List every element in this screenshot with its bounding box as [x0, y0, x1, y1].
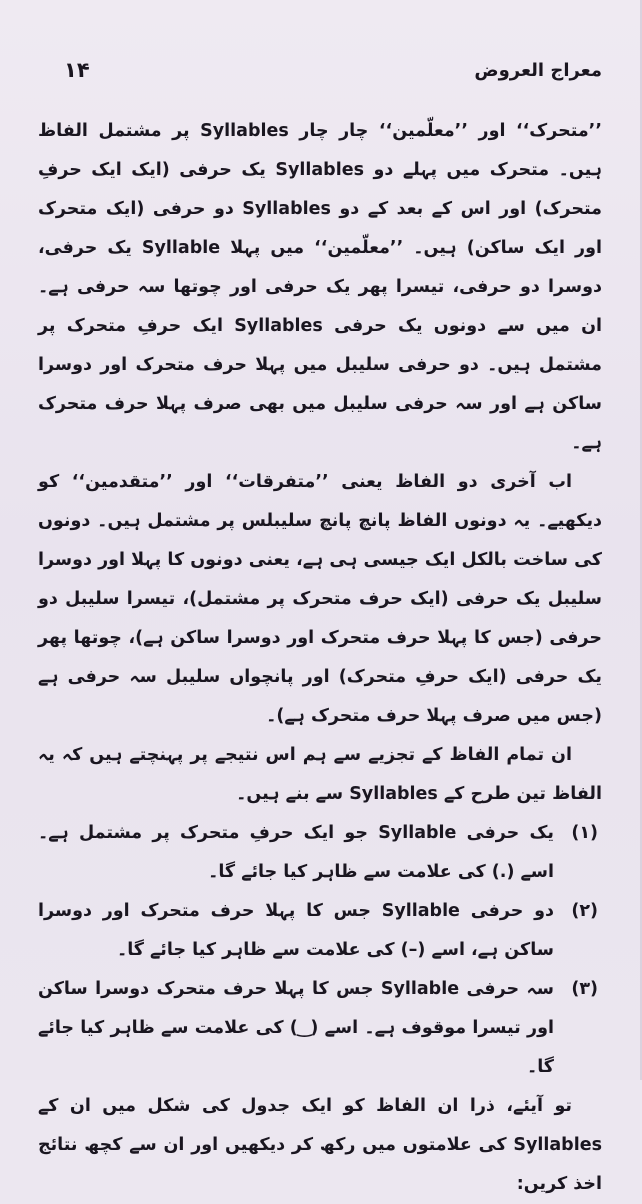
list-item-text: سہ حرفی Syllable جس کا پہلا حرف متحرک دوسرا ساکن اور تیسرا موقوف ہے۔ اسے ( ͜ ) کی علامت سے ظاہر کیا جائے گا۔	[38, 979, 554, 1077]
list-item-3	[38, 970, 602, 1087]
list-item-text: یک حرفی Syllable جو ایک حرفِ متحرک پر مشتمل ہے۔ اسے (.) کی علامت سے ظاہر کیا جائے گا۔	[38, 823, 554, 882]
paragraph-2: اب آخری دو الفاظ یعنی ’’متفرقات‘‘ اور ’’متقدمین‘‘ کو دیکھیے۔ یہ دونوں الفاظ پانچ پانچ سلیبلس پر مشتمل ہیں۔ دونوں کی ساخت بالکل ایک جیسی ہی ہے، یعنی دونوں کا پہلا اور دوسرا سلیبل یک حرفی (ایک حرف متحرک پر مشتمل)، تیسرا سلیبل دو حرفی (جس کا پہلا حرف متحرک اور دوسرا ساکن ہے)، چوتھا پھر یک حرفی (ایک حرفِ متحرک) اور پانچواں سلیبل سہ حرفی ہے (جس میں صرف پہلا حرف متحرک ہے)۔	[38, 472, 602, 726]
list-item-text: دو حرفی Syllable جس کا پہلا حرف متحرک اور دوسرا ساکن ہے، اسے (–) کی علامت سے ظاہر کیا جائے گا۔	[38, 901, 554, 960]
list-item-number: (۲)	[571, 901, 598, 921]
page-body	[38, 112, 602, 1204]
paragraph-3: ان تمام الفاظ کے تجزیے سے ہم اس نتیجے پر پہنچتے ہیں کہ یہ الفاظ تین طرح کے Syllables سے بنے ہیں۔	[38, 745, 602, 804]
page-number: ۱۴	[64, 58, 90, 82]
running-title: معراج العروض	[474, 60, 602, 81]
list-item-2	[38, 892, 602, 970]
paragraph-1: ’’متحرک‘‘ اور ’’معلّمین‘‘ چار چار Syllables پر مشتمل الفاظ ہیں۔ متحرک میں پہلے دو Syllables یک حرفی (ایک ایک حرفِ متحرک) اور اس کے بعد کے دو Syllables دو حرفی (ایک متحرک اور ایک ساکن) ہیں۔ ’’معلّمین‘‘ میں پہلا Syllable یک حرفی، دوسرا دو حرفی، تیسرا پھر یک حرفی اور چوتھا سہ حرفی ہے۔ ان میں سے دونوں یک حرفی Syllables ایک حرفِ متحرک پر مشتمل ہیں۔ دو حرفی سلیبل میں پہلا حرف متحرک اور دوسرا ساکن ہے اور سہ حرفی سلیبل میں بھی صرف پہلا حرف متحرک ہے۔	[38, 121, 602, 453]
list-item-number: (۱)	[571, 823, 598, 843]
list-item-1	[38, 814, 602, 892]
page-header	[38, 58, 602, 90]
closing-paragraph: تو آیئے، ذرا ان الفاظ کو ایک جدول کی شکل میں ان کے Syllables کی علامتوں میں رکھ کر دیکھیں اور ان سے کچھ نتائج اخذ کریں:	[38, 1096, 602, 1194]
list-item-number: (۳)	[571, 979, 598, 999]
